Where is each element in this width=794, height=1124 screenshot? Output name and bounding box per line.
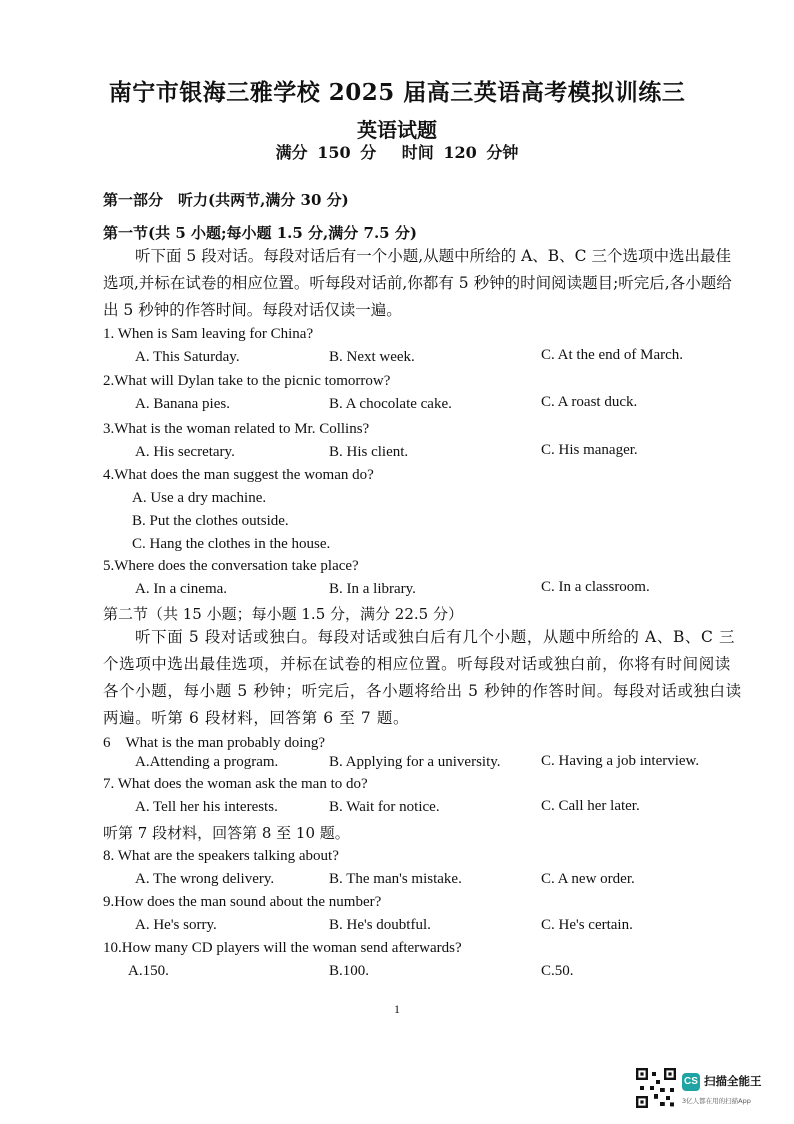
option-b: B. His client. [329,444,409,460]
option-b: B. Put the clothes outside. [132,513,289,529]
option-a: A.Attending a program. [135,754,279,770]
scanner-app-name: 扫描全能王 [704,1074,762,1088]
option-a: A. In a cinema. [135,581,228,597]
qr-code-icon [636,1068,676,1108]
score-time-line: 满分 150 分 时间 120 分钟 [275,143,519,162]
option-c: C. In a classroom. [541,579,650,595]
option-c: C. He's certain. [541,917,633,933]
option-c: C. Having a job interview. [541,753,700,769]
scanner-watermark [636,1068,776,1112]
question-stem: 10.How many CD players will the woman send afterwards? [103,940,462,956]
camscanner-logo-icon: CS [682,1073,700,1091]
option-b: B. He's doubtful. [329,917,431,933]
option-b: B. Applying for a university. [329,754,501,770]
option-c: C. His manager. [541,442,638,458]
option-a: A. Tell her his interests. [135,799,278,815]
question-stem: 8. What are the speakers talking about? [103,848,339,864]
option-c: C. Hang the clothes in the house. [132,536,331,552]
option-b: B. Wait for notice. [329,799,440,815]
option-b: B. Next week. [329,349,415,365]
page-number: 1 [394,1002,400,1016]
question-stem: 3.What is the woman related to Mr. Collins? [103,421,370,437]
exam-title: 南宁市银海三雅学校 2025 届高三英语高考模拟训练三 [108,79,686,106]
part1-heading: 第一部分 听力(共两节,满分 30 分) [103,191,349,209]
section2-instructions: 听下面 5 段对话或独白。每段对话或独白后有几个小题，从题中所给的 A、B、C 三个选项中选出最佳选项，并标在试卷的相应位置。听每段对话或独白前，你将有时间阅读各个小题，每小题 5 秒钟；听完后，各小题将给出 5 秒钟的作答时间。每段对话或独白读两遍。听第 6 段材料，回答第 6 至 7 题。 [103,628,742,727]
option-a: A. Use a dry machine. [132,490,267,506]
option-a: A.150. [128,963,169,979]
option-c: C. At the end of March. [541,347,684,363]
section1-heading: 第一节(共 5 小题;每小题 1.5 分,满分 7.5 分) [103,224,417,242]
option-c: C. Call her later. [541,798,640,814]
question-stem: 2.What will Dylan take to the picnic tomorrow? [103,373,391,389]
section2-heading: 第二节（共 15 小题；每小题 1.5 分，满分 22.5 分） [103,605,463,623]
option-b: B. A chocolate cake. [329,396,452,412]
option-b: B. In a library. [329,581,416,597]
option-c: C. A new order. [541,871,635,887]
option-b: B.100. [329,963,370,979]
option-b: B. The man's mistake. [329,871,462,887]
option-a: A. This Saturday. [135,349,240,365]
option-a: A. He's sorry. [135,917,217,933]
option-c: C.50. [541,963,574,979]
passage7-note: 听第 7 段材料，回答第 8 至 10 题。 [103,824,350,842]
question-stem: 1. When is Sam leaving for China? [103,326,314,342]
question-stem: 6 What is the man probably doing? [103,735,326,751]
question-stem: 4.What does the man suggest the woman do? [103,467,374,483]
section1-instructions: 听下面 5 段对话。每段对话后有一个小题,从题中所给的 A、B、C 三个选项中选出最佳选项,并标在试卷的相应位置。听每段对话前,你都有 5 秒钟的时间阅读题目;听完后,各小题给出 5 秒钟的作答时间。每段对话仅读一遍。 [103,247,732,319]
option-a: A. His secretary. [135,444,235,460]
question-stem: 7. What does the woman ask the man to do? [103,776,368,792]
option-a: A. Banana pies. [135,396,230,412]
question-stem: 9.How does the man sound about the number? [103,894,382,910]
scanner-tagline: 3亿人都在用的扫描App [682,1097,751,1105]
exam-subtitle: 英语试题 [357,118,437,142]
question-stem: 5.Where does the conversation take place? [103,558,359,574]
option-c: C. A roast duck. [541,394,638,410]
option-a: A. The wrong delivery. [135,871,275,887]
